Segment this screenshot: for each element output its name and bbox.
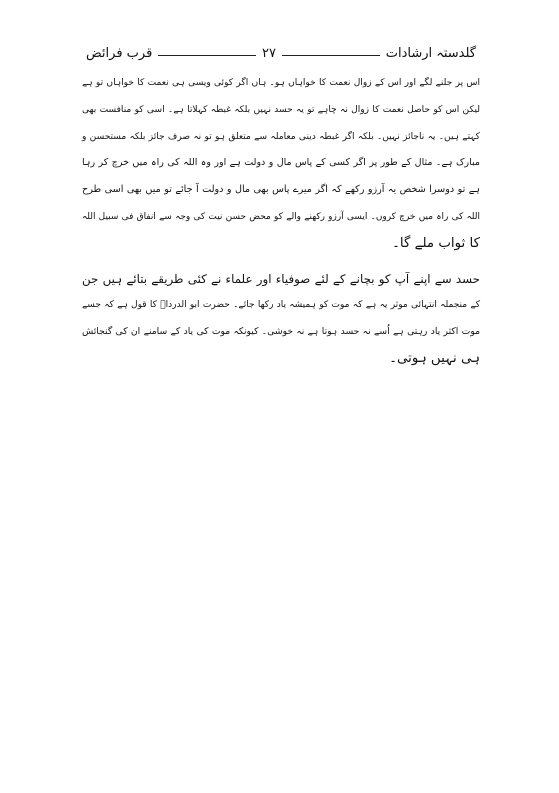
text-line: حسد سے اپنے آپ کو بچانے کے لئے صوفیاء اور علماء نے کئی طریقے بتائے ہیں جن: [82, 271, 480, 286]
chapter-title: قرب فرائض: [85, 45, 153, 61]
text-line: لیکن اس کو حاصل نعمت کا زوال نہ چاہے تو یہ حسد نہیں بلکہ غبطہ کہلاتا ہے۔ اسی کو منافست بھی: [82, 104, 480, 115]
header-rule-left: [158, 55, 256, 56]
text-line: ہے تو دوسرا شخص یہ آرزو رکھے کہ اگر میرے پاس بھی مال و دولت آ جائے تو میں بھی اسی طرح: [82, 184, 480, 196]
text-line: ہی نہیں ہوتی۔: [389, 350, 480, 366]
page-body: [82, 70, 480, 373]
paragraph-1: [82, 70, 480, 258]
text-line: اللہ کی راہ میں خرچ کروں۔ ایسی آرزو رکھنے والے کو محض حسن نیت کی وجہ سے انفاق فی سبیل اللہ: [82, 211, 480, 222]
text-line: کہتے ہیں۔ یہ ناجائز نہیں۔ بلکہ اگر غبطہ دینی معاملہ سے متعلق ہو تو نہ صرف جائز بلکہ مستحسن و: [82, 131, 480, 142]
page-number: ۲۷: [262, 45, 276, 61]
paragraph-2: [82, 266, 480, 373]
text-line: کا ثواب ملے گا۔: [392, 235, 480, 251]
text-line: مبارک ہے۔ مثال کے طور پر اگر کسی کے پاس مال و دولت ہے اور وہ اللہ کی راہ میں خرچ کر رہا: [82, 157, 480, 169]
book-title: گلدستہ ارشادات: [385, 45, 476, 61]
text-line: موت اکثر یاد رہتی ہے اُسے نہ حسد ہوتا ہے نہ خوشی۔ کیونکہ موت کی یاد کے سامنے ان کی گنجائش: [82, 326, 480, 338]
text-line: اس پر جلنے لگے اور اس کے زوال نعمت کا خواہاں ہو۔ ہاں اگر کوئی ویسی ہی نعمت کا خواہاں تو ہے: [82, 78, 480, 88]
header-rule-right: [282, 55, 380, 56]
page-header: [86, 42, 476, 64]
text-line: کے منجملہ انتہائی موثر یہ ہے کہ موت کو ہمیشہ یاد رکھا جائے۔ حضرت ابو الدرداؓ کا قول ہے کہ جسے: [82, 300, 480, 311]
